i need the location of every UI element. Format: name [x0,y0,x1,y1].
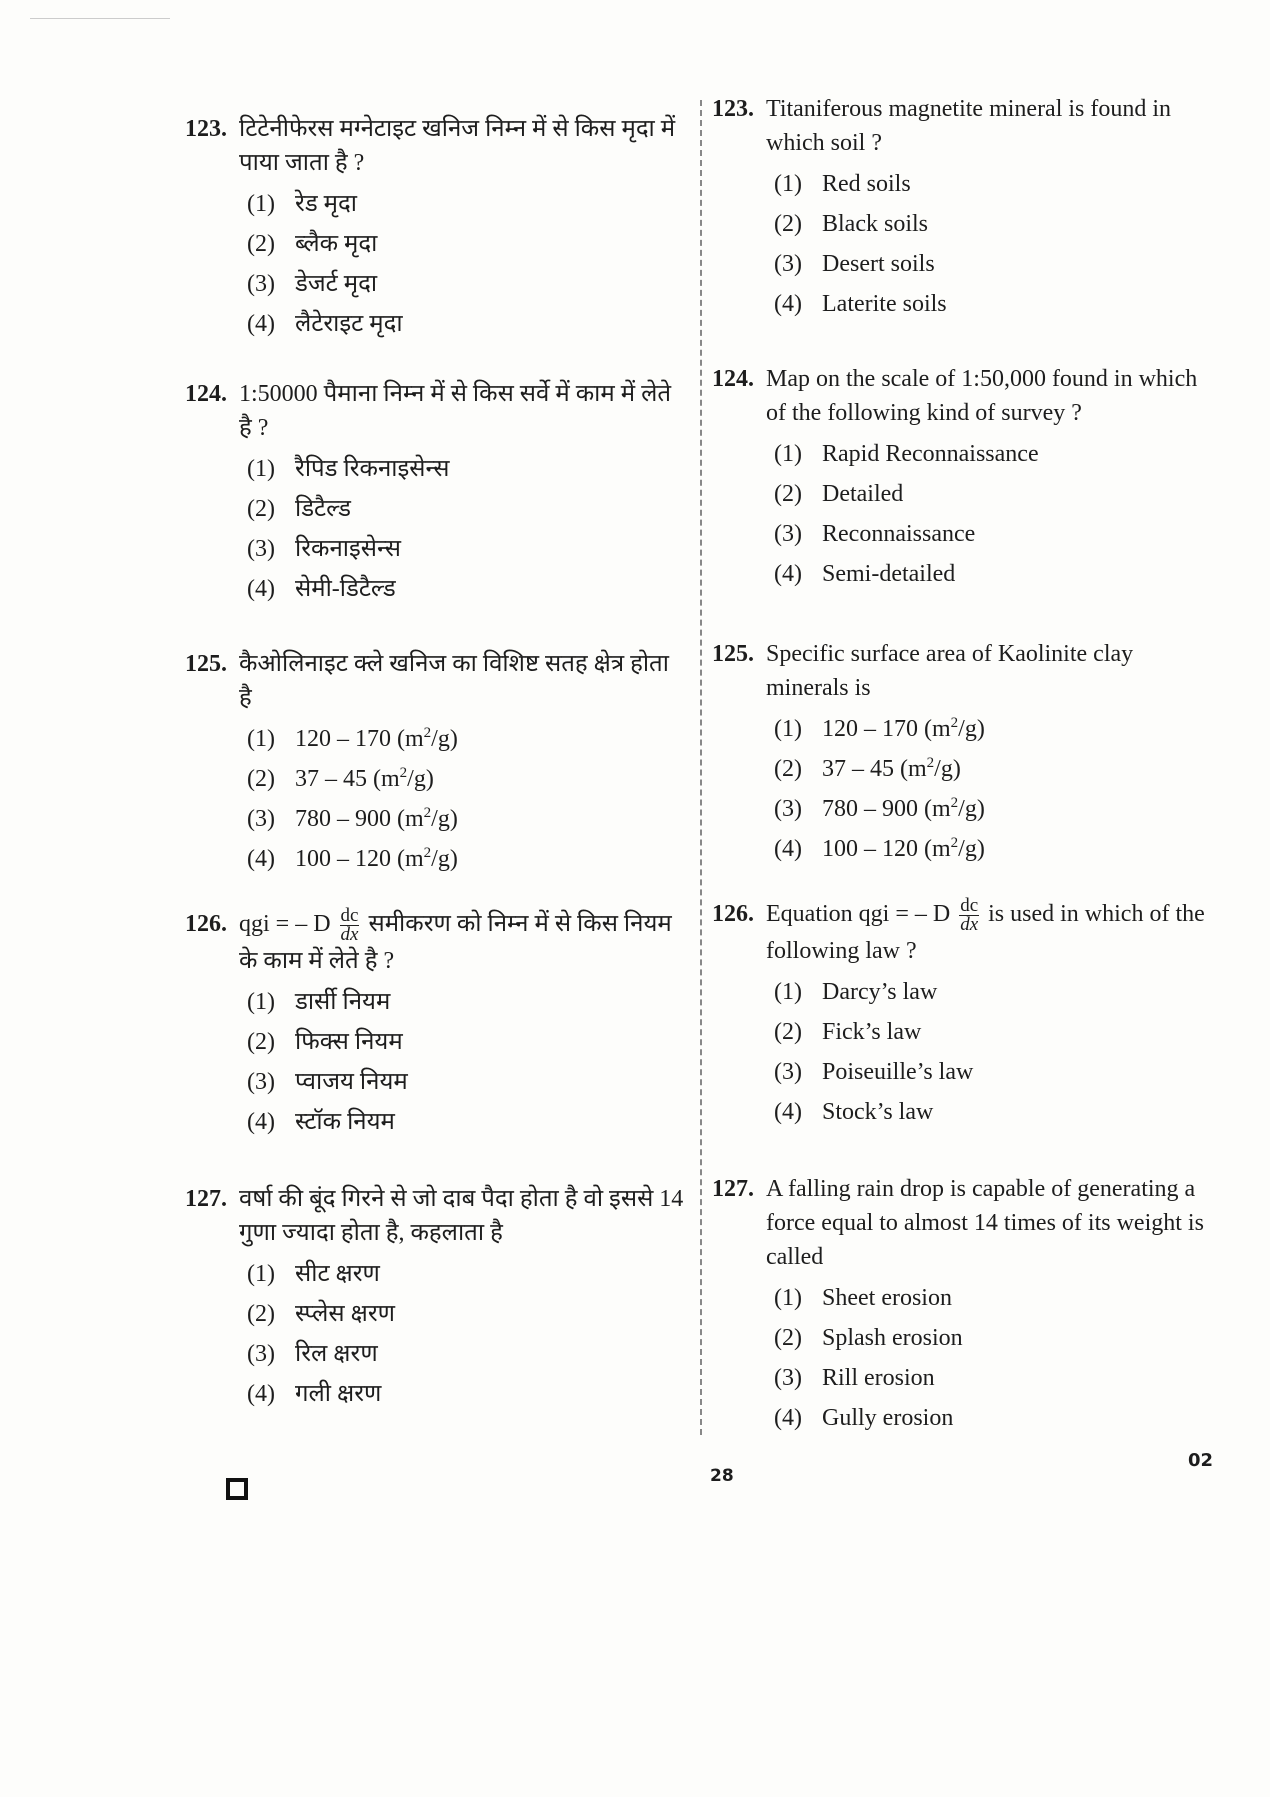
option-number: (4) [247,311,275,337]
question-number: 125. [185,651,227,677]
option [247,264,685,304]
option-text: Darcy’s law [822,979,938,1005]
question-text: qgi = – D $\frac{dc}{dx}$ समीकरण को निम्न में से किस नियम के काम में लेते है ? [239,905,672,974]
option-text: रिकनाइसेन्स [295,536,401,562]
option [774,829,1212,869]
option [247,449,685,489]
option-number: (1) [774,716,802,742]
option-text: Poiseuille’s law [822,1059,974,1085]
option [774,749,1212,789]
option [774,789,1212,829]
option-text: सीट क्षरण [295,1261,380,1287]
option-text: लैटेराइट मृदा [295,311,403,337]
option-number: (4) [774,291,802,317]
option-number: (2) [247,1301,275,1327]
option [774,1012,1212,1052]
option-text: Detailed [822,481,904,507]
question-number: 125. [712,641,754,667]
option-number: (4) [774,1405,802,1431]
question-text: कैओलिनाइट क्ले खनिज का विशिष्ट सतह क्षेत्र होता है [239,651,669,711]
question-text: Map on the scale of 1:50,000 found in which of the following kind of survey ? [766,366,1198,426]
option-text: Rill erosion [822,1365,935,1391]
option [247,1062,685,1102]
option-number: (2) [774,481,802,507]
option [774,1358,1212,1398]
option-text: 120 – 170 $(m^2/g)$ [822,715,985,742]
option [247,982,685,1022]
option-number: (4) [247,576,275,602]
option-number: (2) [774,756,802,782]
option [247,529,685,569]
option-number: (2) [247,231,275,257]
option-text: रेड मृदा [295,191,357,217]
option-text: Red soils [822,171,911,197]
option [247,184,685,224]
option-text: प्वाजय नियम [295,1069,408,1095]
option-text: 37 – 45 $(m^2/g)$ [295,765,434,792]
option [774,514,1212,554]
option-number: (2) [774,1325,802,1351]
question-text: टिटेनीफेरस मग्नेटाइट खनिज निम्न में से किस मृदा में पाया जाता है ? [239,116,676,176]
question-text: A falling rain drop is capable of generating a force equal to almost 14 times of its weight is called [766,1176,1204,1270]
question-number: 126. [185,911,227,937]
question-text: Specific surface area of Kaolinite clay minerals is [766,641,1134,701]
option [247,1254,685,1294]
option-number: (2) [247,496,275,522]
option-text: Gully erosion [822,1405,954,1431]
superscript: 2 [423,805,432,821]
question-number: 124. [185,381,227,407]
booklet-code: 02 [1188,1450,1214,1471]
option-number: (2) [247,766,275,792]
registration-square-mark [226,1478,248,1500]
option [247,1022,685,1062]
question-text: वर्षा की बूंद गिरने से जो दाब पैदा होता है वो इससे 14 गुणा ज्यादा होता है, कहलाता है [239,1186,684,1246]
option-number: (2) [774,211,802,237]
question-number: 123. [185,116,227,142]
option-number: (3) [774,796,802,822]
option-number: (1) [247,1261,275,1287]
option [774,204,1212,244]
option [774,284,1212,324]
fraction-dc-dx: $\frac{dc}{dx}$ [960,895,979,935]
option [774,1278,1212,1318]
option-text: रैपिड रिकनाइसेन्स [295,456,450,482]
question-text: 1:50000 पैमाना निम्न में से किस सर्वे में काम में लेते है ? [239,381,672,441]
option [247,304,685,344]
option-text: डार्सी नियम [295,989,391,1015]
option [774,244,1212,284]
option-number: (4) [247,846,275,872]
option [774,1318,1212,1358]
option-number: (3) [774,251,802,277]
option-text: Semi-detailed [822,561,956,587]
option-text: 100 – 120 $(m^2/g)$ [295,845,458,872]
option-number: (2) [774,1019,802,1045]
option-number: (3) [247,536,275,562]
question-124-english [712,362,1212,594]
option [774,474,1212,514]
option [247,489,685,529]
superscript: 2 [950,835,959,851]
option-text: Rapid Reconnaissance [822,441,1039,467]
option [247,224,685,264]
option-number: (2) [247,1029,275,1055]
option [247,719,685,759]
option-number: (4) [774,561,802,587]
option-text: रिल क्षरण [295,1341,378,1367]
option [247,759,685,799]
option-number: (1) [247,989,275,1015]
superscript: 2 [926,755,935,771]
option-number: (1) [774,441,802,467]
superscript: 2 [399,765,408,781]
page-number: 28 [710,1466,734,1486]
option-number: (3) [774,1059,802,1085]
option-number: (4) [774,1099,802,1125]
question-number: 126. [712,901,754,927]
option-text: ब्लैक मृदा [295,231,378,257]
option-text: Black soils [822,211,928,237]
option-number: (1) [774,1285,802,1311]
option [774,972,1212,1012]
question-number: 123. [712,96,754,122]
option [774,554,1212,594]
question-text: Equation qgi = – D $\frac{dc}{dx}$ is used in which of the following law ? [766,895,1205,964]
question-127-english [712,1172,1212,1438]
option-text: Desert soils [822,251,935,277]
option-text: Stock’s law [822,1099,934,1125]
option-number: (4) [774,836,802,862]
option-text: डिटैल्ड [295,496,351,522]
column-divider [700,100,702,1435]
option [247,839,685,879]
option [247,1102,685,1142]
option [247,1294,685,1334]
fraction-dc-dx: $\frac{dc}{dx}$ [340,905,359,945]
question-number: 127. [712,1176,754,1202]
option-text: 780 – 900 $(m^2/g)$ [822,795,985,822]
option [247,1374,685,1414]
option [774,434,1212,474]
option-number: (4) [247,1109,275,1135]
option-number: (4) [247,1381,275,1407]
option-text: डेजर्ट मृदा [295,271,378,297]
option-text: स्टॉक नियम [295,1109,395,1135]
option [774,1052,1212,1092]
top-rule [30,18,170,19]
option-number: (1) [247,191,275,217]
option-text: स्प्लेस क्षरण [295,1301,396,1327]
option-text: Sheet erosion [822,1285,952,1311]
option-text: गली क्षरण [295,1381,382,1407]
question-123-english [712,92,1212,324]
option-number: (3) [247,806,275,832]
option [774,709,1212,749]
option [774,1398,1212,1438]
question-125-english [712,637,1212,869]
option-number: (1) [774,171,802,197]
option-text: सेमी-डिटैल्ड [295,576,396,602]
option-text: 37 – 45 $(m^2/g)$ [822,755,961,782]
option-number: (3) [774,1365,802,1391]
option [774,164,1212,204]
option-text: Reconnaissance [822,521,976,547]
question-126-hindi [185,907,685,1142]
option-text: 100 – 120 $(m^2/g)$ [822,835,985,862]
question-125-hindi [185,647,685,879]
option-number: (3) [774,521,802,547]
option-number: (1) [247,726,275,752]
option-text: Fick’s law [822,1019,922,1045]
option-text: Laterite soils [822,291,947,317]
question-124-hindi [185,377,685,609]
option [247,799,685,839]
superscript: 2 [423,845,432,861]
question-123-hindi [185,112,685,344]
superscript: 2 [950,715,959,731]
question-number: 124. [712,366,754,392]
option [247,1334,685,1374]
question-127-hindi [185,1182,685,1414]
superscript: 2 [423,725,432,741]
question-text: Titaniferous magnetite mineral is found in which soil ? [766,96,1172,156]
option-number: (1) [774,979,802,1005]
superscript: 2 [950,795,959,811]
option-text: 780 – 900 $(m^2/g)$ [295,805,458,832]
option [774,1092,1212,1132]
question-126-english [712,897,1212,1132]
option-text: फिक्स नियम [295,1029,403,1055]
question-number: 127. [185,1186,227,1212]
option-text: 120 – 170 $(m^2/g)$ [295,725,458,752]
option-text: Splash erosion [822,1325,963,1351]
option-number: (3) [247,1069,275,1095]
option [247,569,685,609]
option-number: (3) [247,1341,275,1367]
option-number: (3) [247,271,275,297]
option-number: (1) [247,456,275,482]
